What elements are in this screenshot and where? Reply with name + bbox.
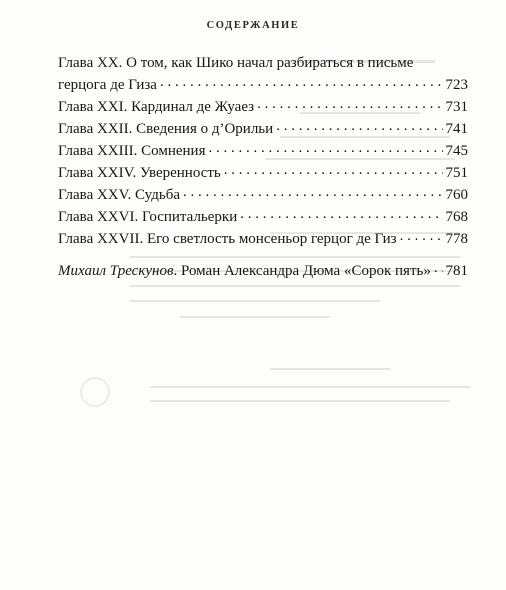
dot-leader	[400, 229, 443, 243]
table-of-contents	[58, 52, 468, 282]
dot-leader	[257, 97, 442, 111]
dot-leader	[240, 207, 442, 221]
toc-page-number: 781	[445, 263, 468, 279]
toc-entry	[58, 184, 468, 206]
section-gap	[58, 250, 468, 260]
dot-leader	[160, 75, 443, 89]
toc-entry	[58, 140, 468, 162]
toc-entry	[58, 228, 468, 250]
toc-entry-label: Глава XXIV. Уверенность	[58, 165, 221, 181]
toc-page-number: 741	[445, 121, 468, 137]
toc-entry-label: Глава XXV. Судьба	[58, 187, 180, 203]
toc-entry	[58, 206, 468, 228]
toc-page-number: 751	[445, 165, 468, 181]
dot-leader	[224, 163, 443, 177]
toc-afterword-label	[58, 260, 434, 282]
toc-entry	[58, 96, 468, 118]
toc-entry-label: Глава XXII. Сведения о д’Орильи	[58, 121, 274, 137]
toc-entry-label: Глава XXVII. Его светлость монсеньор герцог де Гиз	[58, 231, 397, 247]
toc-page-number: 778	[445, 231, 468, 247]
toc-entry	[58, 162, 468, 184]
toc-entry-label: Глава XXVI. Госпитальерки	[58, 209, 238, 225]
toc-entry-label: Глава XXIII. Сомнения	[58, 143, 206, 159]
toc-entry-label: Глава XXI. Кардинал де Жуаез	[58, 99, 255, 115]
dot-leader	[183, 185, 443, 199]
toc-page-number: 723	[445, 77, 468, 93]
dot-leader	[434, 261, 443, 275]
toc-entry	[58, 74, 468, 96]
dot-leader	[276, 119, 442, 133]
toc-page-number: 768	[445, 209, 468, 225]
afterword-author: Михаил Трескунов	[58, 263, 174, 279]
toc-entry-line	[58, 52, 468, 74]
toc-page-number: 745	[445, 143, 468, 159]
toc-entry-label: Глава XX. О том, как Шико начал разбираться в письме	[58, 55, 414, 71]
toc-page-number: 731	[445, 99, 468, 115]
dot-leader	[208, 141, 442, 155]
toc-page-number: 760	[445, 187, 468, 203]
toc-entry-label: герцога де Гиза	[58, 77, 157, 93]
afterword-title: . Роман Александра Дюма «Сорок пять»	[173, 263, 431, 279]
toc-afterword-entry	[58, 260, 468, 282]
toc-entry	[58, 118, 468, 140]
page-title: СОДЕРЖАНИЕ	[206, 20, 300, 31]
